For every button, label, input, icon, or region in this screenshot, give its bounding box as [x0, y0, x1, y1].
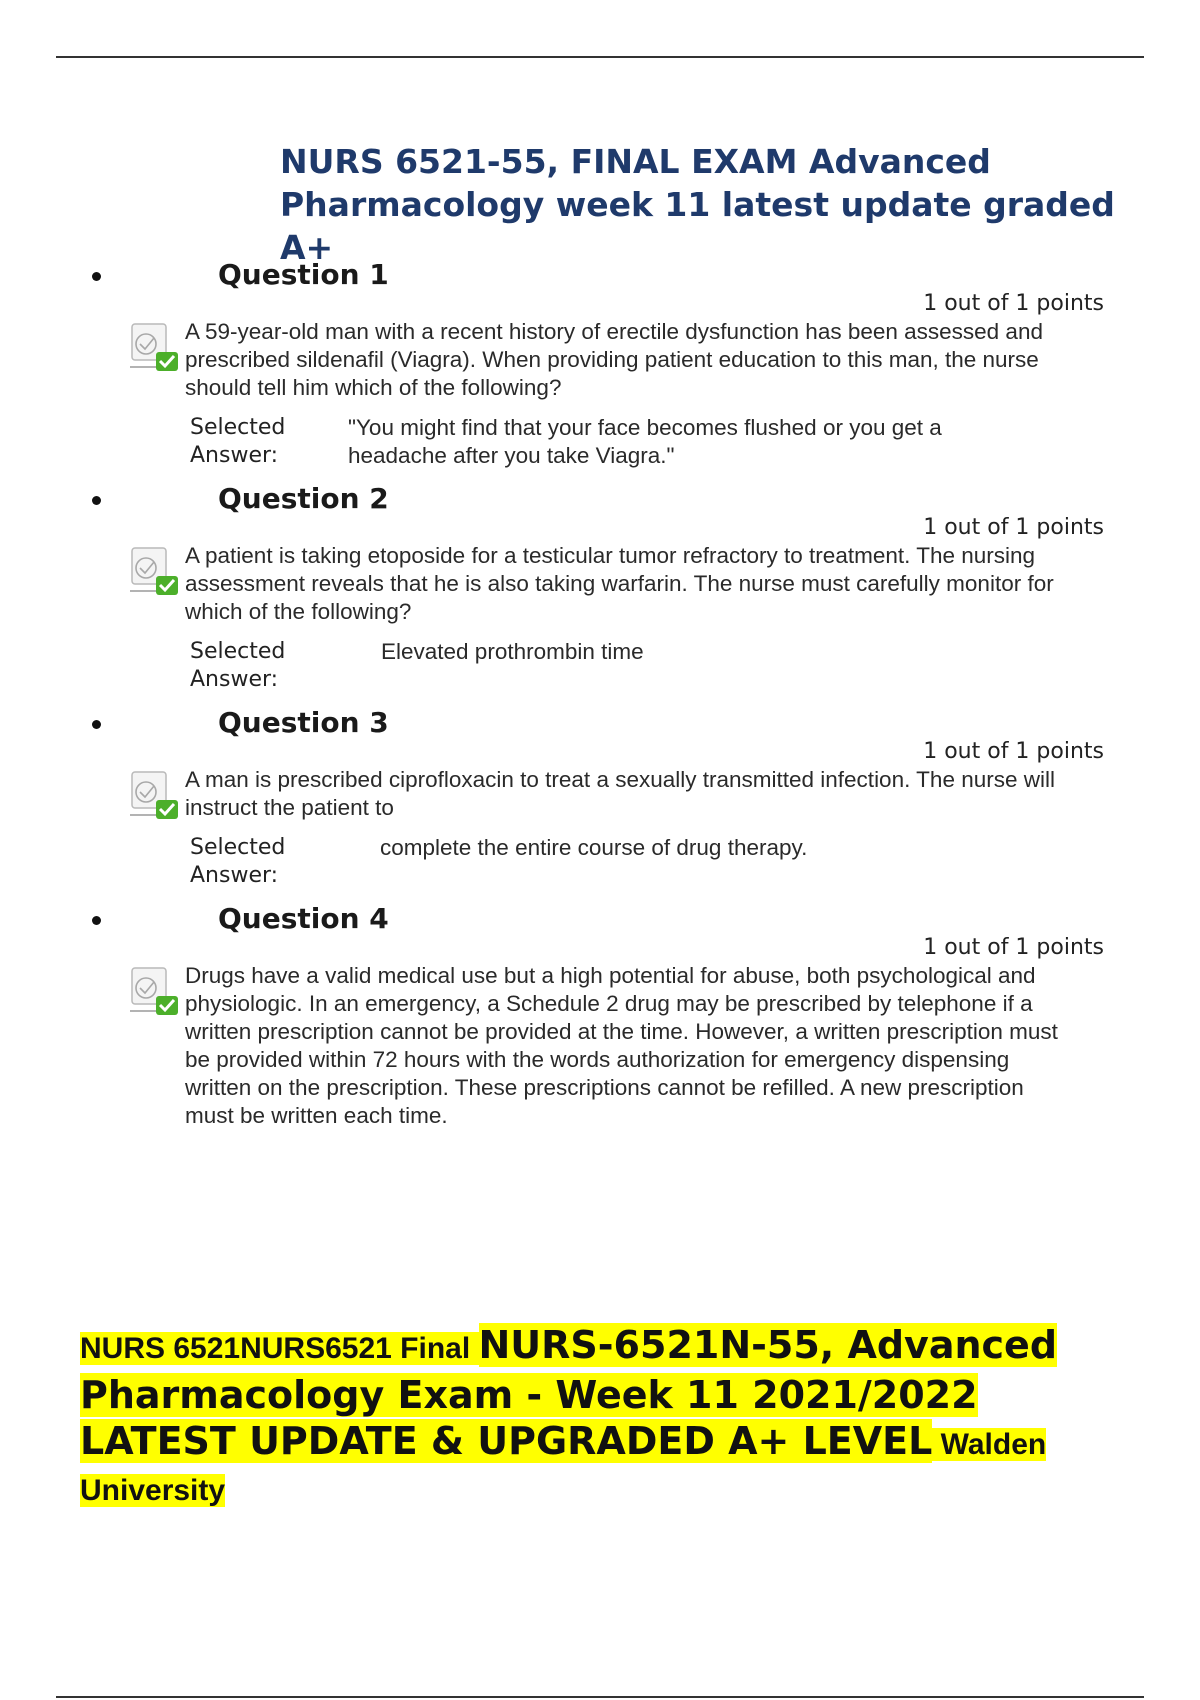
correct-check-icon [128, 546, 180, 596]
bullet-icon [92, 496, 101, 505]
question-heading: Question 2 [218, 482, 389, 515]
question-text: A 59-year-old man with a recent history of erectile dysfunction has been assessed and prescribed sildenafil (Viagra). When providing patient education to this man, the nurse should tell him which of the following? [185, 319, 1043, 400]
question-heading: Question 4 [218, 902, 389, 935]
bullet-icon [92, 720, 101, 729]
question-text: A patient is taking etoposide for a testicular tumor refractory to treatment. The nursing assessment reveals that he is also taking warfarin. The nurse must carefully monitor for which of the following? [185, 543, 1054, 624]
question-text: Drugs have a valid medical use but a high potential for abuse, both psychological and physiologic. In an emergency, a Schedule 2 drug may be prescribed by telephone if a written prescription cannot be provided at the time. However, a written prescription must be provided within 72 hours with the words authorization for emergency dispensing written on the prescription. These prescriptions cannot be refilled. A new prescription must be written each time. [185, 963, 1058, 1128]
footer-exam-title: NURS-6521N-55, Advanced Pharmacology Exam - Week 11 2021/2022 LATEST UPDATE & UPGRADED A+ LEVEL [80, 1323, 1058, 1463]
question-heading: Question 1 [218, 258, 389, 291]
selected-answer: Elevated prothrombin time [381, 639, 644, 664]
document-title: NURS 6521-55, FINAL EXAM Advanced Pharmacology week 11 latest update graded A+ [280, 142, 1115, 267]
points-label: 1 out of 1 points [923, 515, 1104, 540]
top-rule [56, 56, 1144, 58]
highlighted-footer-title [80, 1322, 1140, 1514]
selected-answer-label: Selected Answer: [190, 835, 286, 888]
selected-answer-label: Selected Answer: [190, 415, 286, 468]
footer-university: Walden University [80, 1428, 1047, 1507]
selected-answer: "You might find that your face becomes flushed or you get a headache after you take Viagra." [348, 415, 942, 468]
correct-check-icon [128, 770, 180, 820]
bullet-icon [92, 272, 101, 281]
selected-answer-label: Selected Answer: [190, 639, 286, 692]
question-text: A man is prescribed ciprofloxacin to treat a sexually transmitted infection. The nurse will instruct the patient to [185, 767, 1055, 820]
bullet-icon [92, 916, 101, 925]
points-label: 1 out of 1 points [923, 291, 1104, 316]
footer-course-label: NURS 6521NURS6521 Final [80, 1332, 479, 1365]
bottom-rule [56, 1696, 1144, 1698]
selected-answer: complete the entire course of drug therapy. [380, 835, 808, 860]
points-label: 1 out of 1 points [923, 739, 1104, 764]
question-heading: Question 3 [218, 706, 389, 739]
points-label: 1 out of 1 points [923, 935, 1104, 960]
correct-check-icon [128, 966, 180, 1016]
correct-check-icon [128, 322, 180, 372]
